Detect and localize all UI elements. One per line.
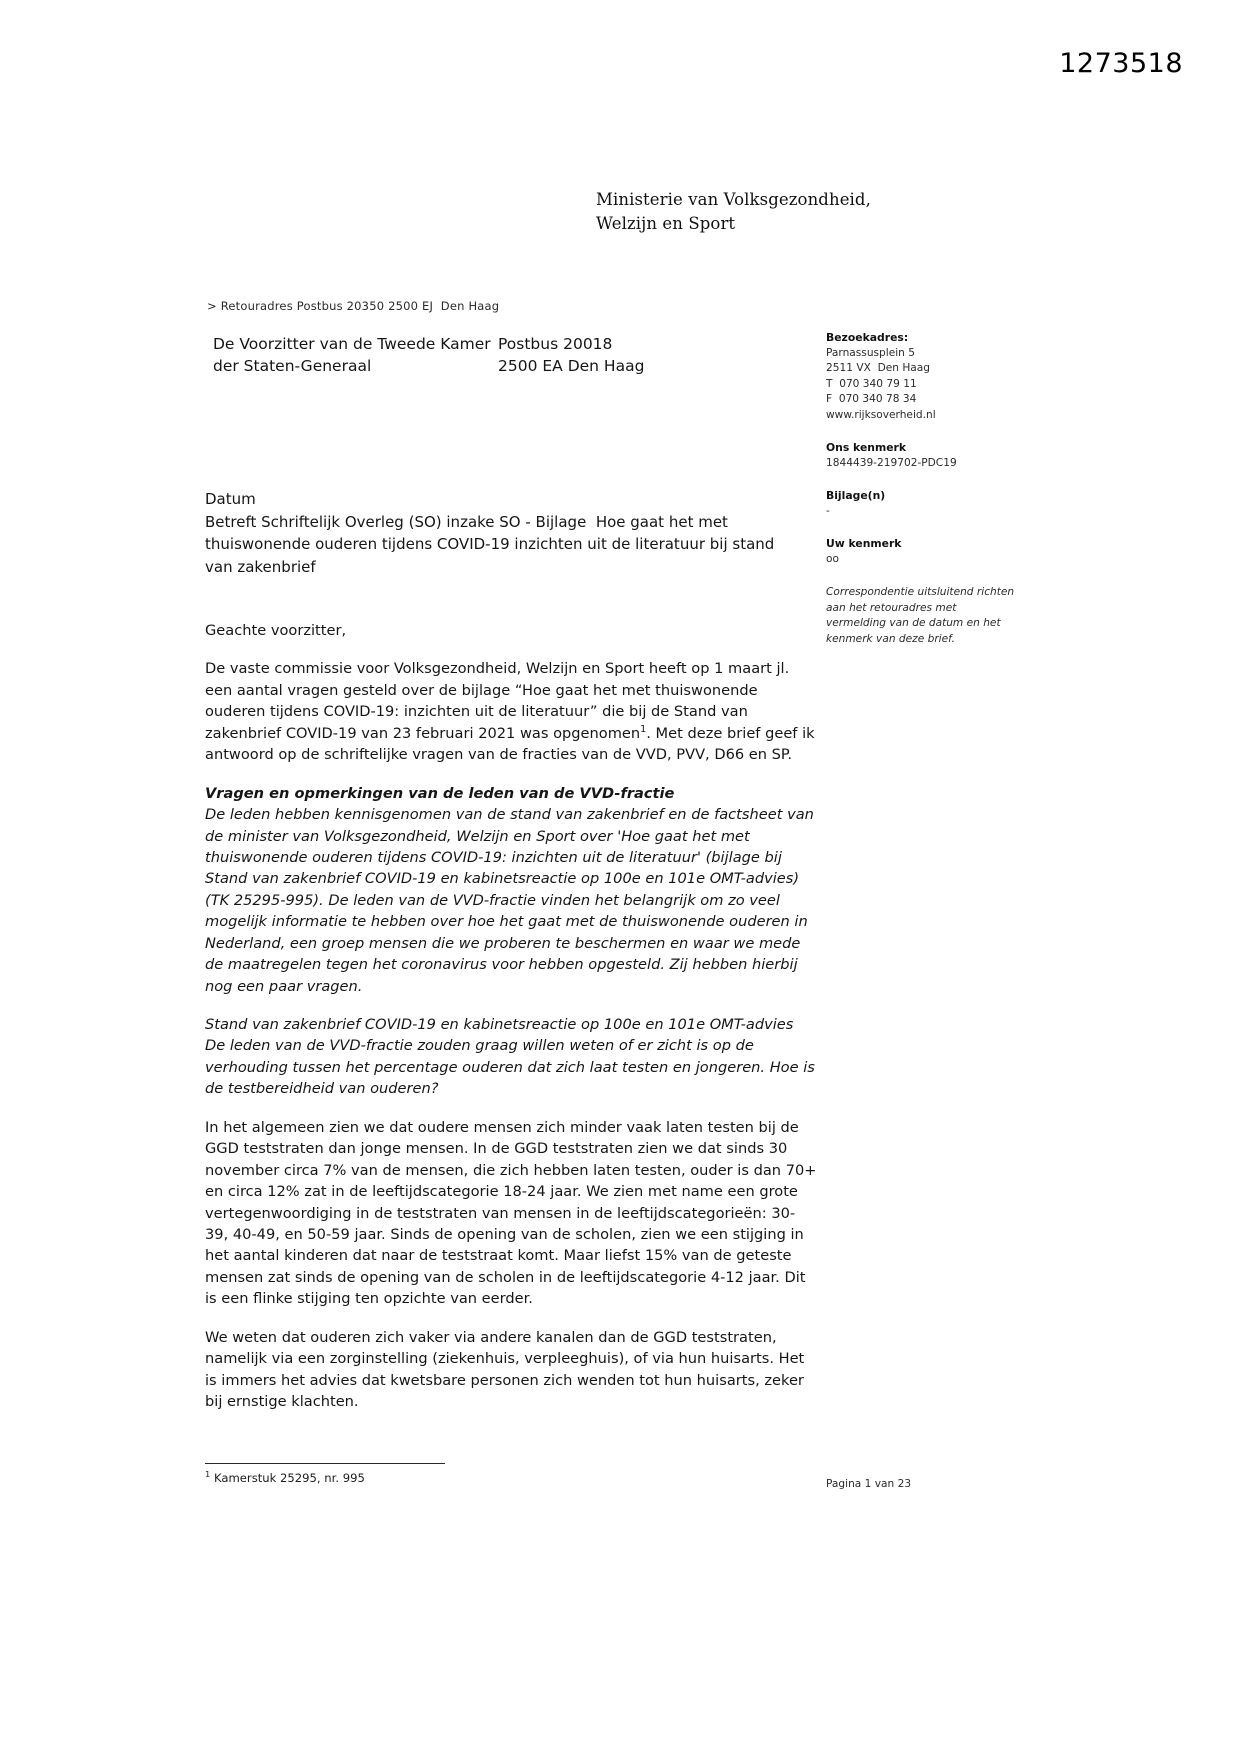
footnote-separator (205, 1463, 445, 1464)
vvd-intro-paragraph: De leden hebben kennisgenomen van de stand van zakenbrief en de factsheet van de minister van Volksgezondheid, Welzijn en Sport over 'Hoe gaat het met thuiswonende ouderen tijdens COVID-19: inzichten uit de literatuur' (bijlage bij Stand van zakenbrief COVID-19 en kabinetsreactie op 100e en 101e OMT-advies) (TK 25295-995). De leden van de VVD-fractie vinden het belangrijk om zo veel mogelijk informatie te hebben over hoe het gaat met de thuiswonende ouderen in Nederland, een groep mensen die we proberen te beschermen en waar we mede de maatregelen tegen het coronavirus voor hebben opgesteld. Zij hebben hierbij nog een paar vragen. (205, 806, 814, 995)
bijlagen-label: Bijlage(n) (826, 489, 886, 503)
question-paragraph: De leden van de VVD-fractie zouden graag willen weten of er zicht is op de verhouding tussen het percentage ouderen dat zich laat testen en jongeren. Hoe is de testbereidheid van ouderen? (205, 1037, 815, 1098)
bezoekadres-city: 2511 VX Den Haag (826, 362, 930, 375)
addressee-line-2: der Staten-Generaal (213, 357, 372, 375)
ministry-line-2: Welzijn en Sport (596, 213, 736, 233)
ons-kenmerk-value: 1844439-219702-PDC19 (826, 456, 957, 469)
subject-block (205, 488, 805, 578)
page-counter: Pagina 1 van 23 (826, 1478, 912, 1490)
bezoekadres-group (826, 330, 1016, 423)
intro-text-b: . Met deze brief geef ik antwoord op de schriftelijke vragen van de fracties van de VVD, PVV, D66 en SP. (205, 724, 815, 764)
addressee-line-1: De Voorzitter van de Tweede Kamer (213, 335, 491, 353)
footnote-marker-inline: 1 (640, 723, 647, 735)
footnote-entry (205, 1471, 365, 1485)
bezoekadres-label: Bezoekadres: (826, 331, 909, 344)
question-heading: Stand van zakenbrief COVID-19 en kabinetsreactie op 100e en 101e OMT-advies (205, 1016, 794, 1033)
intro-paragraph (205, 658, 817, 765)
telephone-number: T 070 340 79 11 (826, 377, 917, 390)
vvd-section-heading: Vragen en opmerkingen van de leden van de VVD-fractie (205, 784, 675, 802)
retouradres-line: > Retouradres Postbus 20350 2500 EJ Den Haag (207, 299, 500, 313)
ministry-line-1: Ministerie van Volksgezondheid, (596, 190, 871, 209)
datum-label: Datum (205, 490, 256, 508)
letterhead-meta-sidebar (826, 330, 1016, 648)
ons-kenmerk-label: Ons kenmerk (826, 441, 907, 455)
betreft-text: Betreft Schriftelijk Overleg (SO) inzake SO - Bijlage Hoe gaat het met thuiswonende ouderen tijdens COVID-19 inzichten uit de literatuur bij stand van zakenbrief (205, 512, 780, 576)
uw-kenmerk-label: Uw kenmerk (826, 537, 902, 551)
uw-kenmerk-group (826, 536, 1016, 567)
bezoekadres-street: Parnassusplein 5 (826, 346, 916, 359)
uw-kenmerk-value: oo (826, 553, 839, 566)
bijlagen-group (826, 488, 1016, 519)
letter-body (205, 620, 817, 1429)
ministry-wordmark (596, 188, 871, 236)
document-number: 1273518 (1059, 48, 1183, 79)
footnote-text: Kamerstuk 25295, nr. 995 (210, 1471, 365, 1485)
website-url[interactable]: www.rijksoverheid.nl (826, 408, 936, 421)
intro-text-a: De vaste commissie voor Volksgezondheid, Welzijn en Sport heeft op 1 maart jl. een aantal vragen gesteld over de bijlage “Hoe gaat het met thuiswonende ouderen tijdens COVID-19: inzichten uit de literatuur” die bij de Stand van zakenbrief COVID-19 van 23 februari 2021 was opgenomen (205, 660, 790, 742)
footnote-number: 1 (205, 1469, 211, 1480)
bijlagen-value: - (826, 504, 830, 517)
correspondence-note: Correspondentie uitsluitend richten aan het retouradres met vermelding van de datum en het kenmerk van deze brief. (826, 585, 1015, 646)
ons-kenmerk-group (826, 440, 1016, 471)
answer-paragraph-1: In het algemeen zien we dat oudere mensen zich minder vaak laten testen bij de GGD teststraten dan jonge mensen. In de GGD teststraten zien we dat sinds 30 november circa 7% van de mensen, die zich hebben laten testen, ouder is dan 70+ en circa 12% zat in de leeftijdscategorie 18-24 jaar. We zien met name een grote vertegenwoordiging in de teststraten van mensen in de leeftijdscategorieën: 30-39, 40-49, en 50-59 jaar. Sinds de opening van de scholen, zien we een stijging in het aantal kinderen dat naar de teststraat komt. Maar liefst 15% van de geteste mensen zat sinds de opening van de scholen in de leeftijdscategorie 4-12 jaar. Dit is een flinke stijging ten opzichte van eerder. (205, 1118, 817, 1308)
fax-number: F 070 340 78 34 (826, 393, 917, 406)
answer-paragraph-2: We weten dat ouderen zich vaker via andere kanalen dan de GGD teststraten, namelijk via een zorginstelling (ziekenhuis, verpleeghuis), of via hun huisarts. Het is immers het advies dat kwetsbare personen zich wenden tot hun huisarts, zeker bij ernstige klachten. (205, 1328, 805, 1410)
addressee-block (213, 333, 491, 377)
addressee-postbox-line-1: Postbus 20018 (498, 335, 613, 353)
addressee-postbox-block (498, 333, 644, 377)
salutation: Geachte voorzitter, (205, 622, 347, 639)
addressee-postbox-line-2: 2500 EA Den Haag (498, 357, 645, 375)
